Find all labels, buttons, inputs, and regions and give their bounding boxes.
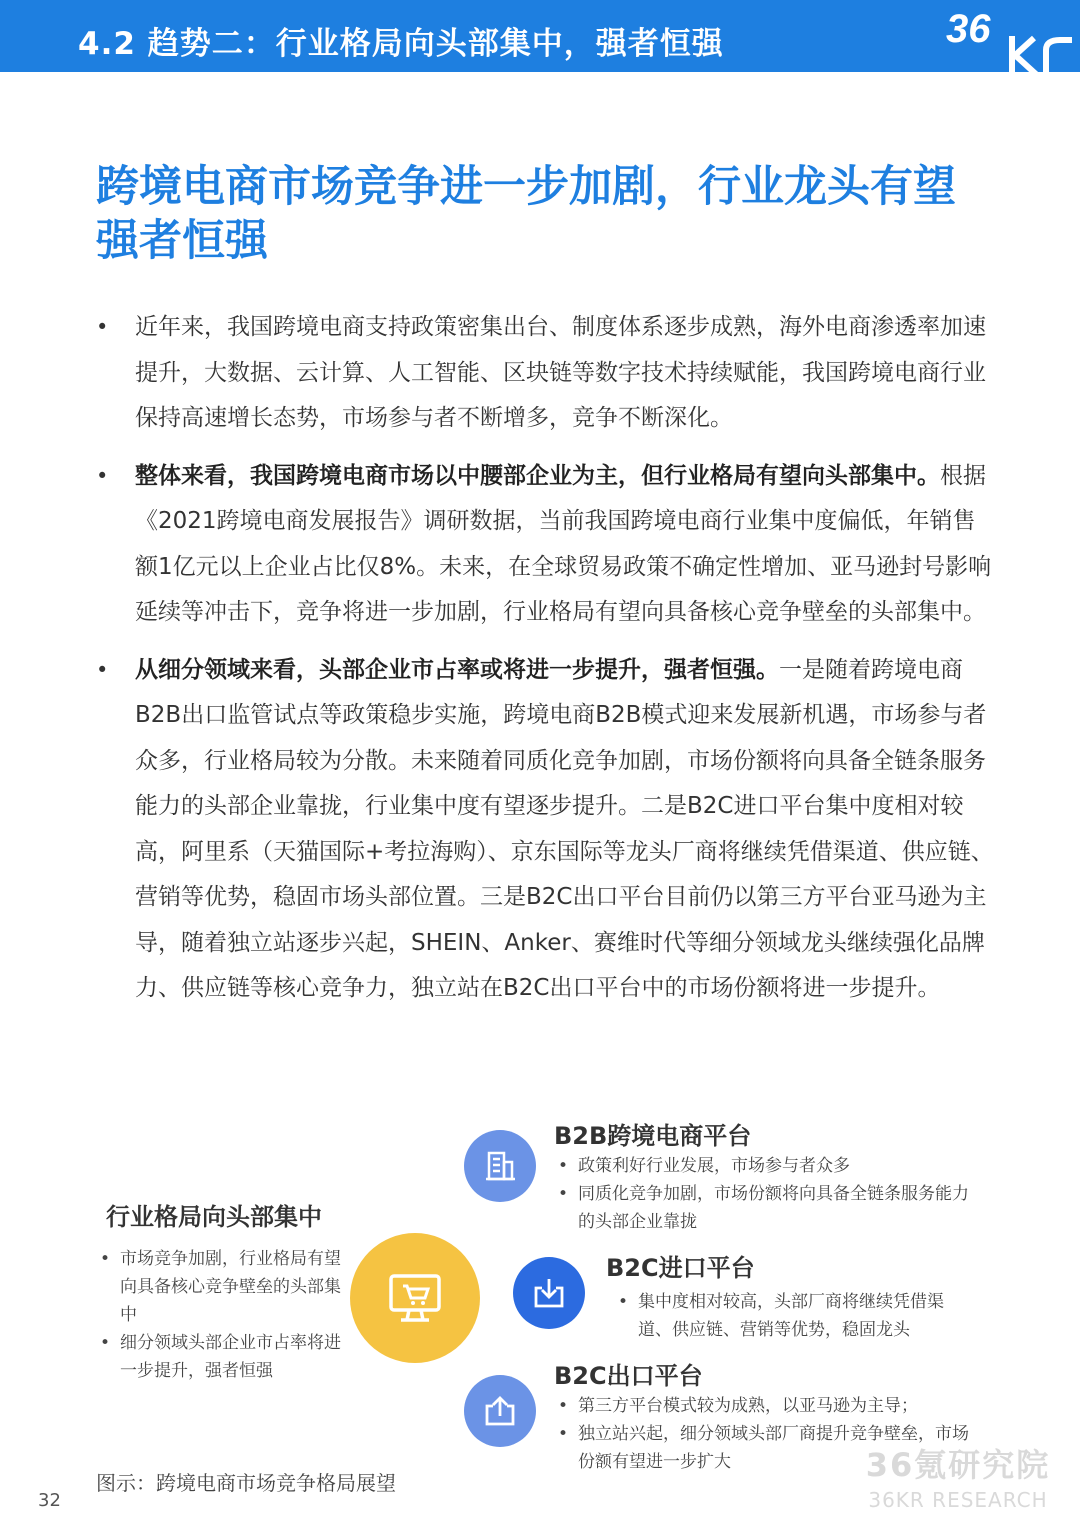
header-bar bbox=[0, 0, 1080, 72]
bullet-item bbox=[96, 305, 996, 442]
download-tray-icon bbox=[530, 1274, 568, 1312]
b2b-title: B2B跨境电商平台 bbox=[554, 1122, 752, 1150]
bullet-dot-icon: • bbox=[96, 657, 109, 682]
svg-text:36: 36 bbox=[946, 7, 991, 51]
center-circle bbox=[350, 1233, 480, 1363]
bullet-text: 根据《2021跨境电商发展报告》调研数据，当前我国跨境电商行业集中度偏低，年销售额1亿元以上企业占比仅8%。未来，在全球贸易政策不确定性增加、亚马逊封号影响延续等冲击下，竞争将进一步加剧，行业格局有望向具备核心竞争壁垒的头部集中。 bbox=[135, 462, 992, 625]
watermark-cn: 36氪研究院 bbox=[865, 1446, 1051, 1484]
bullet-text: 一是随着跨境电商B2B出口监管试点等政策稳步实施，跨境电商B2B模式迎来发展新机遇，市场参与者众多，行业格局较为分散。未来随着同质化竞争加剧，市场份额将向具备全链条服务能力的头部企业靠拢，行业集中度有望逐步提升。二是B2C进口平台集中度相对较高，阿里系（天猫国际+考拉海购）、京东国际等龙头厂商将继续凭借渠道、供应链、营销等优势，稳固市场头部位置。三是B2C出口平台目前仍以第三方平台亚马逊为主导，随着独立站逐步兴起，SHEIN、Anker、赛维时代等细分领域龙头继续强化品牌力、供应链等核心竞争力，独立站在B2C出口平台中的市场份额将进一步提升。 bbox=[135, 656, 994, 1001]
main-title: 跨境电商市场竞争进一步加剧，行业龙头有望强者恒强 bbox=[96, 162, 956, 266]
b2b-point: • 同质化竞争加剧，市场份额将向具备全链条服务能力的头部企业靠拢 bbox=[554, 1180, 984, 1236]
b2c-export-circle bbox=[464, 1375, 536, 1447]
page-number: 32 bbox=[38, 1490, 61, 1511]
bullet-item bbox=[96, 648, 996, 1012]
b2b-point: • 政策利好行业发展，市场参与者众多 bbox=[554, 1152, 984, 1180]
bullet-item bbox=[96, 454, 996, 636]
figure-caption: 图示：跨境电商市场竞争格局展望 bbox=[96, 1471, 396, 1495]
b2c-export-point: • 独立站兴起，细分领域头部厂商提升竞争壁垒，市场份额有望进一步扩大 bbox=[554, 1420, 984, 1476]
b2b-points bbox=[554, 1152, 984, 1236]
b2c-export-point: • 第三方平台模式较为成熟，以亚马逊为主导； bbox=[554, 1392, 984, 1420]
b2c-import-circle bbox=[513, 1257, 585, 1329]
bullet-dot-icon: • bbox=[96, 315, 109, 339]
center-point: • 市场竞争加剧，行业格局有望向具备核心竞争壁垒的头部集中 bbox=[96, 1245, 346, 1329]
bullet-text: 近年来，我国跨境电商支持政策密集出台、制度体系逐步成熟，海外电商渗透率加速提升，大数据、云计算、人工智能、区块链等数字技术持续赋能，我国跨境电商行业保持高速增长态势，市场参与者不断增多，竞争不断深化。 bbox=[135, 314, 986, 431]
b2c-export-title: B2C出口平台 bbox=[554, 1362, 703, 1390]
section-title: 4.2 趋势二：行业格局向头部集中，强者恒强 bbox=[78, 26, 724, 62]
b2b-circle bbox=[464, 1130, 536, 1202]
watermark bbox=[858, 1440, 1058, 1512]
bullet-dot-icon: • bbox=[96, 463, 109, 488]
bullet-bold-lead: 整体来看，我国跨境电商市场以中腰部企业为主，但行业格局有望向头部集中。 bbox=[135, 462, 940, 489]
center-title: 行业格局向头部集中 bbox=[106, 1203, 322, 1231]
b2c-import-points bbox=[614, 1288, 974, 1344]
building-icon bbox=[482, 1148, 518, 1184]
bullet-bold-lead: 从细分领域来看，头部企业市占率或将进一步提升，强者恒强。 bbox=[135, 656, 779, 683]
36kr-logo bbox=[940, 0, 1080, 76]
bullet-list bbox=[96, 305, 996, 1024]
watermark-en: 36KR RESEARCH bbox=[868, 1488, 1048, 1512]
b2c-import-title: B2C进口平台 bbox=[606, 1254, 755, 1282]
upload-tray-icon bbox=[481, 1392, 519, 1430]
shopping-cart-screen-icon bbox=[385, 1268, 445, 1328]
b2c-import-point: • 集中度相对较高，头部厂商将继续凭借渠道、供应链、营销等优势，稳固龙头 bbox=[614, 1288, 974, 1344]
center-points bbox=[96, 1245, 346, 1385]
center-point: • 细分领域头部企业市占率将进一步提升，强者恒强 bbox=[96, 1329, 346, 1385]
